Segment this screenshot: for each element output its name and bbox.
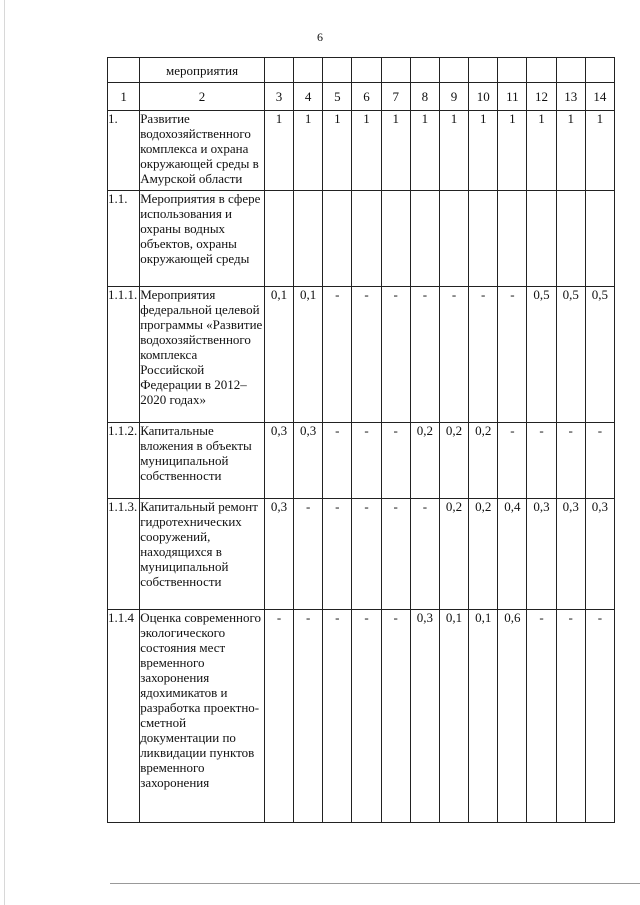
value-cell: 0,2 (410, 423, 439, 499)
column-number: 11 (498, 83, 527, 111)
column-number: 2 (140, 83, 265, 111)
header-cell (264, 58, 293, 83)
value-cell: 0,3 (264, 423, 293, 499)
value-cell (352, 191, 381, 287)
value-cell: - (556, 423, 585, 499)
value-cell: - (352, 423, 381, 499)
value-cell: - (469, 287, 498, 423)
value-cell: 0,2 (439, 423, 468, 499)
column-number: 8 (410, 83, 439, 111)
value-cell: 1 (439, 111, 468, 191)
row-name: Мероприятия в сфере использования и охраны водных объектов, охраны окружающей среды (140, 191, 265, 287)
value-cell (556, 191, 585, 287)
row-name: Капитальный ремонт гидротехнических сооружений, находящихся в муниципальной собственности (140, 499, 265, 610)
value-cell: 0,3 (585, 499, 614, 610)
row-name: Оценка современного экологического состояния мест временного захоронения ядохимикатов и разработка проектно-сметной документации по ликвидации пунктов временного захоронения (140, 610, 265, 823)
row-number: 1.1.4 (108, 610, 140, 823)
value-cell: 1 (585, 111, 614, 191)
value-cell: 1 (556, 111, 585, 191)
column-number: 14 (585, 83, 614, 111)
header-cell (498, 58, 527, 83)
value-cell: - (381, 423, 410, 499)
value-cell: 1 (323, 111, 352, 191)
column-number: 3 (264, 83, 293, 111)
value-cell (410, 191, 439, 287)
value-cell: - (381, 287, 410, 423)
row-name: Капитальные вложения в объекты муниципальной собственности (140, 423, 265, 499)
value-cell: 0,5 (556, 287, 585, 423)
value-cell: 1 (498, 111, 527, 191)
column-number: 10 (469, 83, 498, 111)
value-cell: 0,2 (439, 499, 468, 610)
value-cell: 1 (381, 111, 410, 191)
value-cell (469, 191, 498, 287)
table-row (108, 287, 615, 423)
table-row (108, 111, 615, 191)
value-cell: 1 (294, 111, 323, 191)
value-cell: - (498, 287, 527, 423)
value-cell: 0,1 (439, 610, 468, 823)
column-number: 7 (381, 83, 410, 111)
column-number: 1 (108, 83, 140, 111)
value-cell (527, 191, 556, 287)
value-cell: 0,1 (264, 287, 293, 423)
header-cell (585, 58, 614, 83)
row-number: 1. (108, 111, 140, 191)
value-cell: 0,1 (294, 287, 323, 423)
value-cell: - (323, 610, 352, 823)
value-cell: - (294, 499, 323, 610)
page-number: 6 (317, 30, 323, 44)
value-cell: 0,3 (264, 499, 293, 610)
header-cell (439, 58, 468, 83)
value-cell: 0,5 (527, 287, 556, 423)
table-row (108, 423, 615, 499)
value-cell (439, 191, 468, 287)
row-number: 1.1.3. (108, 499, 140, 610)
value-cell: 1 (469, 111, 498, 191)
header-cell (381, 58, 410, 83)
value-cell: - (556, 610, 585, 823)
value-cell: - (323, 287, 352, 423)
value-cell: - (352, 287, 381, 423)
value-cell: - (323, 499, 352, 610)
header-cell (469, 58, 498, 83)
value-cell: - (323, 423, 352, 499)
value-cell: 0,3 (294, 423, 323, 499)
value-cell: - (381, 610, 410, 823)
value-cell: - (294, 610, 323, 823)
table-header-row (108, 58, 615, 83)
row-number: 1.1.2. (108, 423, 140, 499)
value-cell: - (410, 287, 439, 423)
scan-left-edge (4, 0, 5, 905)
value-cell: 1 (352, 111, 381, 191)
value-cell (585, 191, 614, 287)
header-cell (323, 58, 352, 83)
table-row (108, 191, 615, 287)
value-cell: - (498, 423, 527, 499)
column-number: 4 (294, 83, 323, 111)
value-cell: - (585, 610, 614, 823)
value-cell: - (352, 499, 381, 610)
value-cell: 0,3 (527, 499, 556, 610)
header-cell (352, 58, 381, 83)
value-cell: 0,4 (498, 499, 527, 610)
value-cell: - (527, 423, 556, 499)
column-number: 5 (323, 83, 352, 111)
header-cell (556, 58, 585, 83)
header-cell (294, 58, 323, 83)
value-cell: - (264, 610, 293, 823)
value-cell: 0,5 (585, 287, 614, 423)
value-cell (498, 191, 527, 287)
program-table (107, 57, 615, 823)
value-cell (264, 191, 293, 287)
table-row (108, 610, 615, 823)
header-cell (527, 58, 556, 83)
value-cell: - (527, 610, 556, 823)
column-number-row (108, 83, 615, 111)
column-number: 13 (556, 83, 585, 111)
header-cell-num (108, 58, 140, 83)
value-cell: 0,3 (556, 499, 585, 610)
value-cell: - (381, 499, 410, 610)
value-cell (323, 191, 352, 287)
value-cell: 0,1 (469, 610, 498, 823)
value-cell: 1 (264, 111, 293, 191)
header-cell (410, 58, 439, 83)
value-cell (294, 191, 323, 287)
column-number: 6 (352, 83, 381, 111)
value-cell: - (585, 423, 614, 499)
value-cell: 0,6 (498, 610, 527, 823)
row-name: Развитие водохозяйственного комплекса и охрана окружающей среды в Амурской области (140, 111, 265, 191)
value-cell (381, 191, 410, 287)
value-cell: - (439, 287, 468, 423)
scan-bottom-edge (110, 883, 640, 884)
value-cell: 0,2 (469, 499, 498, 610)
value-cell: 0,2 (469, 423, 498, 499)
header-cell-label: мероприятия (140, 58, 265, 83)
column-number: 12 (527, 83, 556, 111)
value-cell: - (352, 610, 381, 823)
column-number: 9 (439, 83, 468, 111)
value-cell: 1 (410, 111, 439, 191)
value-cell: 0,3 (410, 610, 439, 823)
row-number: 1.1. (108, 191, 140, 287)
row-number: 1.1.1. (108, 287, 140, 423)
value-cell: 1 (527, 111, 556, 191)
table-row (108, 499, 615, 610)
value-cell: - (410, 499, 439, 610)
row-name: Мероприятия федеральной целевой программы «Развитие водохозяйственного комплекса Российской Федерации в 2012–2020 годах» (140, 287, 265, 423)
